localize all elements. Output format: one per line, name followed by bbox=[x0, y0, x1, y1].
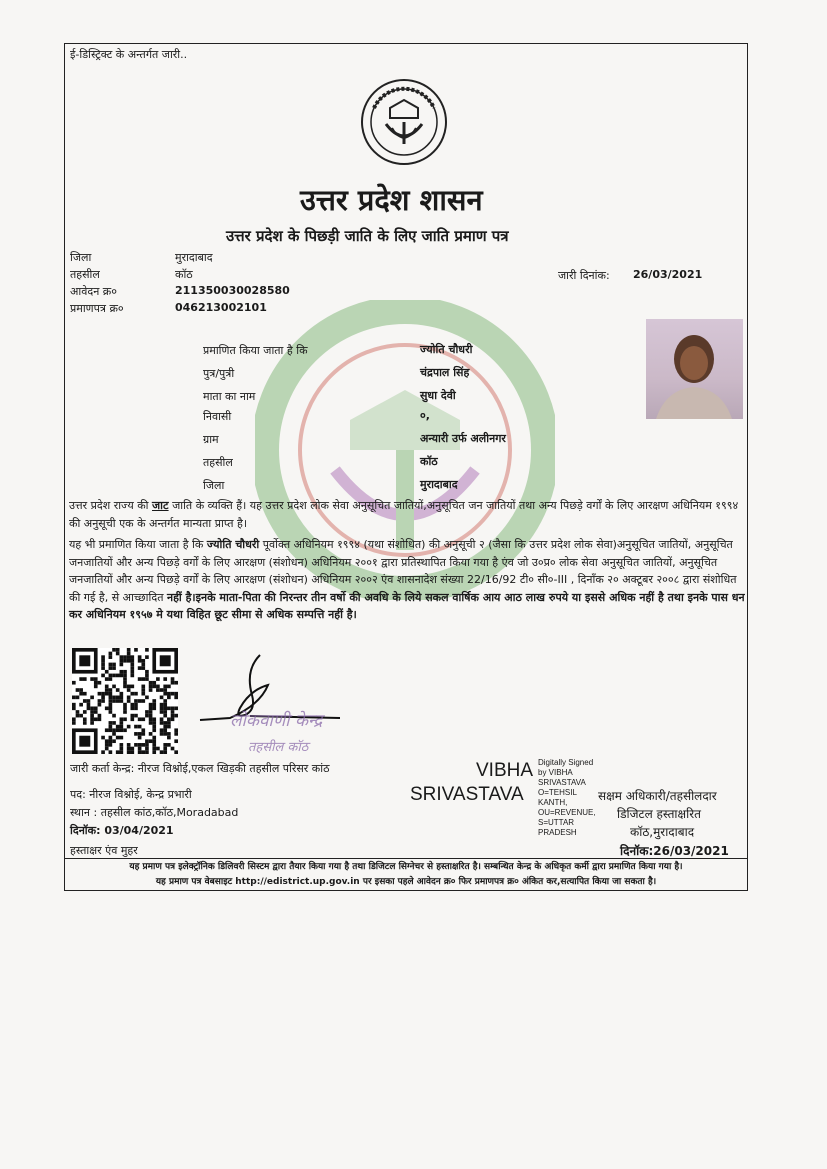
detail-value: चंद्रपाल सिंह bbox=[420, 366, 470, 379]
district-value: मुरादाबाद bbox=[175, 251, 213, 264]
detail-value: ज्योति चौधरी bbox=[420, 343, 473, 356]
top-note: ई-डिस्ट्रिक्ट के अन्तर्गत जारी.. bbox=[70, 48, 188, 61]
stamp-line1: लोकवाणी केन्द्र bbox=[230, 711, 323, 731]
issue-date-label: जारी दिनांक: bbox=[558, 269, 610, 282]
issuer-date: दिनॉक: 03/04/2021 bbox=[70, 824, 174, 837]
detail-label: प्रमाणित किया जाता है कि bbox=[203, 344, 308, 357]
issuer-center: जारी कर्ता केन्द्र: नीरज विश्नोई,एकल खिड़की तहसील परिसर कांठ bbox=[70, 762, 330, 775]
tehsil-value: कॉठ bbox=[175, 268, 193, 281]
detail-label: माता का नाम bbox=[203, 390, 256, 403]
detail-value: ०, bbox=[420, 409, 430, 422]
caste-paragraph: उत्तर प्रदेश राज्य की जाट जाति के व्यक्ति हैं। यह उत्तर प्रदेश लोक सेवा अनुसूचित जातियों,अनुसूचित जन जातियों तथा अन्य पिछड़े वर्गों के लिए आरक्षण अधिनियम १९९४ की अनुसूची एक के अन्तर्गत मान्यता प्राप्त है। bbox=[69, 499, 739, 530]
applicant-photo bbox=[646, 319, 743, 419]
application-label: आवेदन क्र० bbox=[70, 285, 117, 298]
income-statement: नहीं है।इनके माता-पिता की निरन्तर तीन वर्षो की अवधि के लिये सकल वार्षिक आय आठ लाख रुपये या इससे अधिक नहीं है तथा इनके पास धन कर अधिनियम १९५७ मे यथा विहित छूट सीमा से अधिक सम्पत्ति नहीं है। bbox=[69, 590, 745, 621]
footer-note: यह प्रमाण पत्र इलेक्ट्रॉनिक डिलिवरी सिस्टम द्वारा तैयार किया गया है तथा डिजिटल सिग्नेचर से हस्ताक्षरित है। सम्बन्धित केन्द्र के अधिकृत कर्मी द्वारा प्रमाणित किया गया है। यह प्रमाण पत्र वेबसाइट http://edistrict.up.gov.in पर इसका पहले आवेदन क्र० फिर प्रमाणपत्र क्र० अंकित कर,सत्यापित किया जा सकता है। bbox=[129, 862, 683, 887]
tehsil-label: तहसील bbox=[70, 268, 100, 281]
issuer-post: पद: नीरज विश्नोई, केन्द्र प्रभारी bbox=[70, 788, 192, 801]
detail-label: निवासी bbox=[203, 410, 232, 423]
detail-value: मुरादाबाद bbox=[420, 478, 458, 491]
authority-place: कॉठ,मुरादाबाद bbox=[630, 825, 695, 839]
detail-label: ग्राम bbox=[203, 433, 219, 446]
digital-sign-name-2: SRIVASTAVA bbox=[410, 784, 524, 805]
issuer-sign-label: हस्ताक्षर एंव मुहर bbox=[70, 844, 138, 857]
detail-label: तहसील bbox=[203, 456, 233, 469]
header-subtitle: उत्तर प्रदेश के पिछड़ी जाति के लिए जाति प्रमाण पत्र bbox=[226, 227, 509, 245]
stamp-line2: तहसील कॉठ bbox=[248, 740, 309, 755]
authority-digital: डिजिटल हस्ताक्षरित bbox=[617, 807, 701, 821]
caste-name: जाट bbox=[152, 499, 169, 512]
up-emblem-seal bbox=[360, 78, 448, 166]
digital-sign-name-1: VIBHA bbox=[476, 760, 534, 781]
header-title: उत्तर प्रदेश शासन bbox=[300, 183, 483, 217]
issuer-place: स्थान : तहसील कांठ,कॉठ,Moradabad bbox=[70, 806, 239, 819]
digital-sign-details: Digitally Signed by VIBHA SRIVASTAVA O=TEHSIL KANTH, OU=REVENUE, S=UTTAR PRADESH bbox=[538, 758, 596, 837]
footer-divider bbox=[64, 858, 748, 859]
certificate-value: 046213002101 bbox=[175, 301, 267, 314]
detail-label: जिला bbox=[203, 479, 225, 492]
issue-date-value: 26/03/2021 bbox=[633, 268, 703, 281]
authority-title: सक्षम अधिकारी/तहसीलदार bbox=[598, 789, 717, 803]
authority-date: दिनॉक:26/03/2021 bbox=[620, 844, 729, 858]
applicant-name: ज्योति चौधरी bbox=[206, 538, 260, 551]
detail-value: सुधा देवी bbox=[420, 389, 456, 402]
detail-value: कॉठ bbox=[420, 455, 438, 468]
verification-qr-code bbox=[72, 648, 178, 754]
detail-label: पुत्र/पुत्री bbox=[203, 367, 235, 380]
certificate-label: प्रमाणपत्र क्र० bbox=[70, 302, 124, 315]
certification-paragraph: यह भी प्रमाणित किया जाता है कि ज्योति चौधरी पूर्वोक्त अधिनियम १९९४ (यथा संशोधित) की अनुसूची २ (जैसा कि उत्तर प्रदेश लोक सेवा)अनुसूचित जातियों, अनुसूचित जनजातियों और अन्य पिछड़े वर्गों के लिए आरक्षण (संशोधन) अधिनियम २००१ द्वारा प्रतिस्थापित किया गया है एंव जो उ०प्र० लोक सेवा अनुसूचित जातियों, अनुसूचित जनजातियों और अन्य पिछड़े वर्गों के लिए आरक्षण (संशोधन) अधिनियम २००२ एंव शासनादेश संख्या 22/16/92 टी० सी०-III , दिनाँक २० अक्टूबर २००८ द्वारा संशोधित की गई है, से आच्छादित नहीं है।इनके माता-पिता की निरन्तर तीन वर्षो की अवधि के लिये सकल वार्षिक आय आठ लाख रुपये या इससे अधिक नहीं है तथा इनके पास धन कर अधिनियम १९५७ मे यथा विहित छूट सीमा से अधिक सम्पत्ति नहीं है। bbox=[69, 538, 745, 621]
application-value: 211350030028580 bbox=[175, 284, 290, 297]
district-label: जिला bbox=[70, 251, 92, 264]
detail-value: अन्यारी उर्फ अलीनगर bbox=[420, 432, 506, 445]
